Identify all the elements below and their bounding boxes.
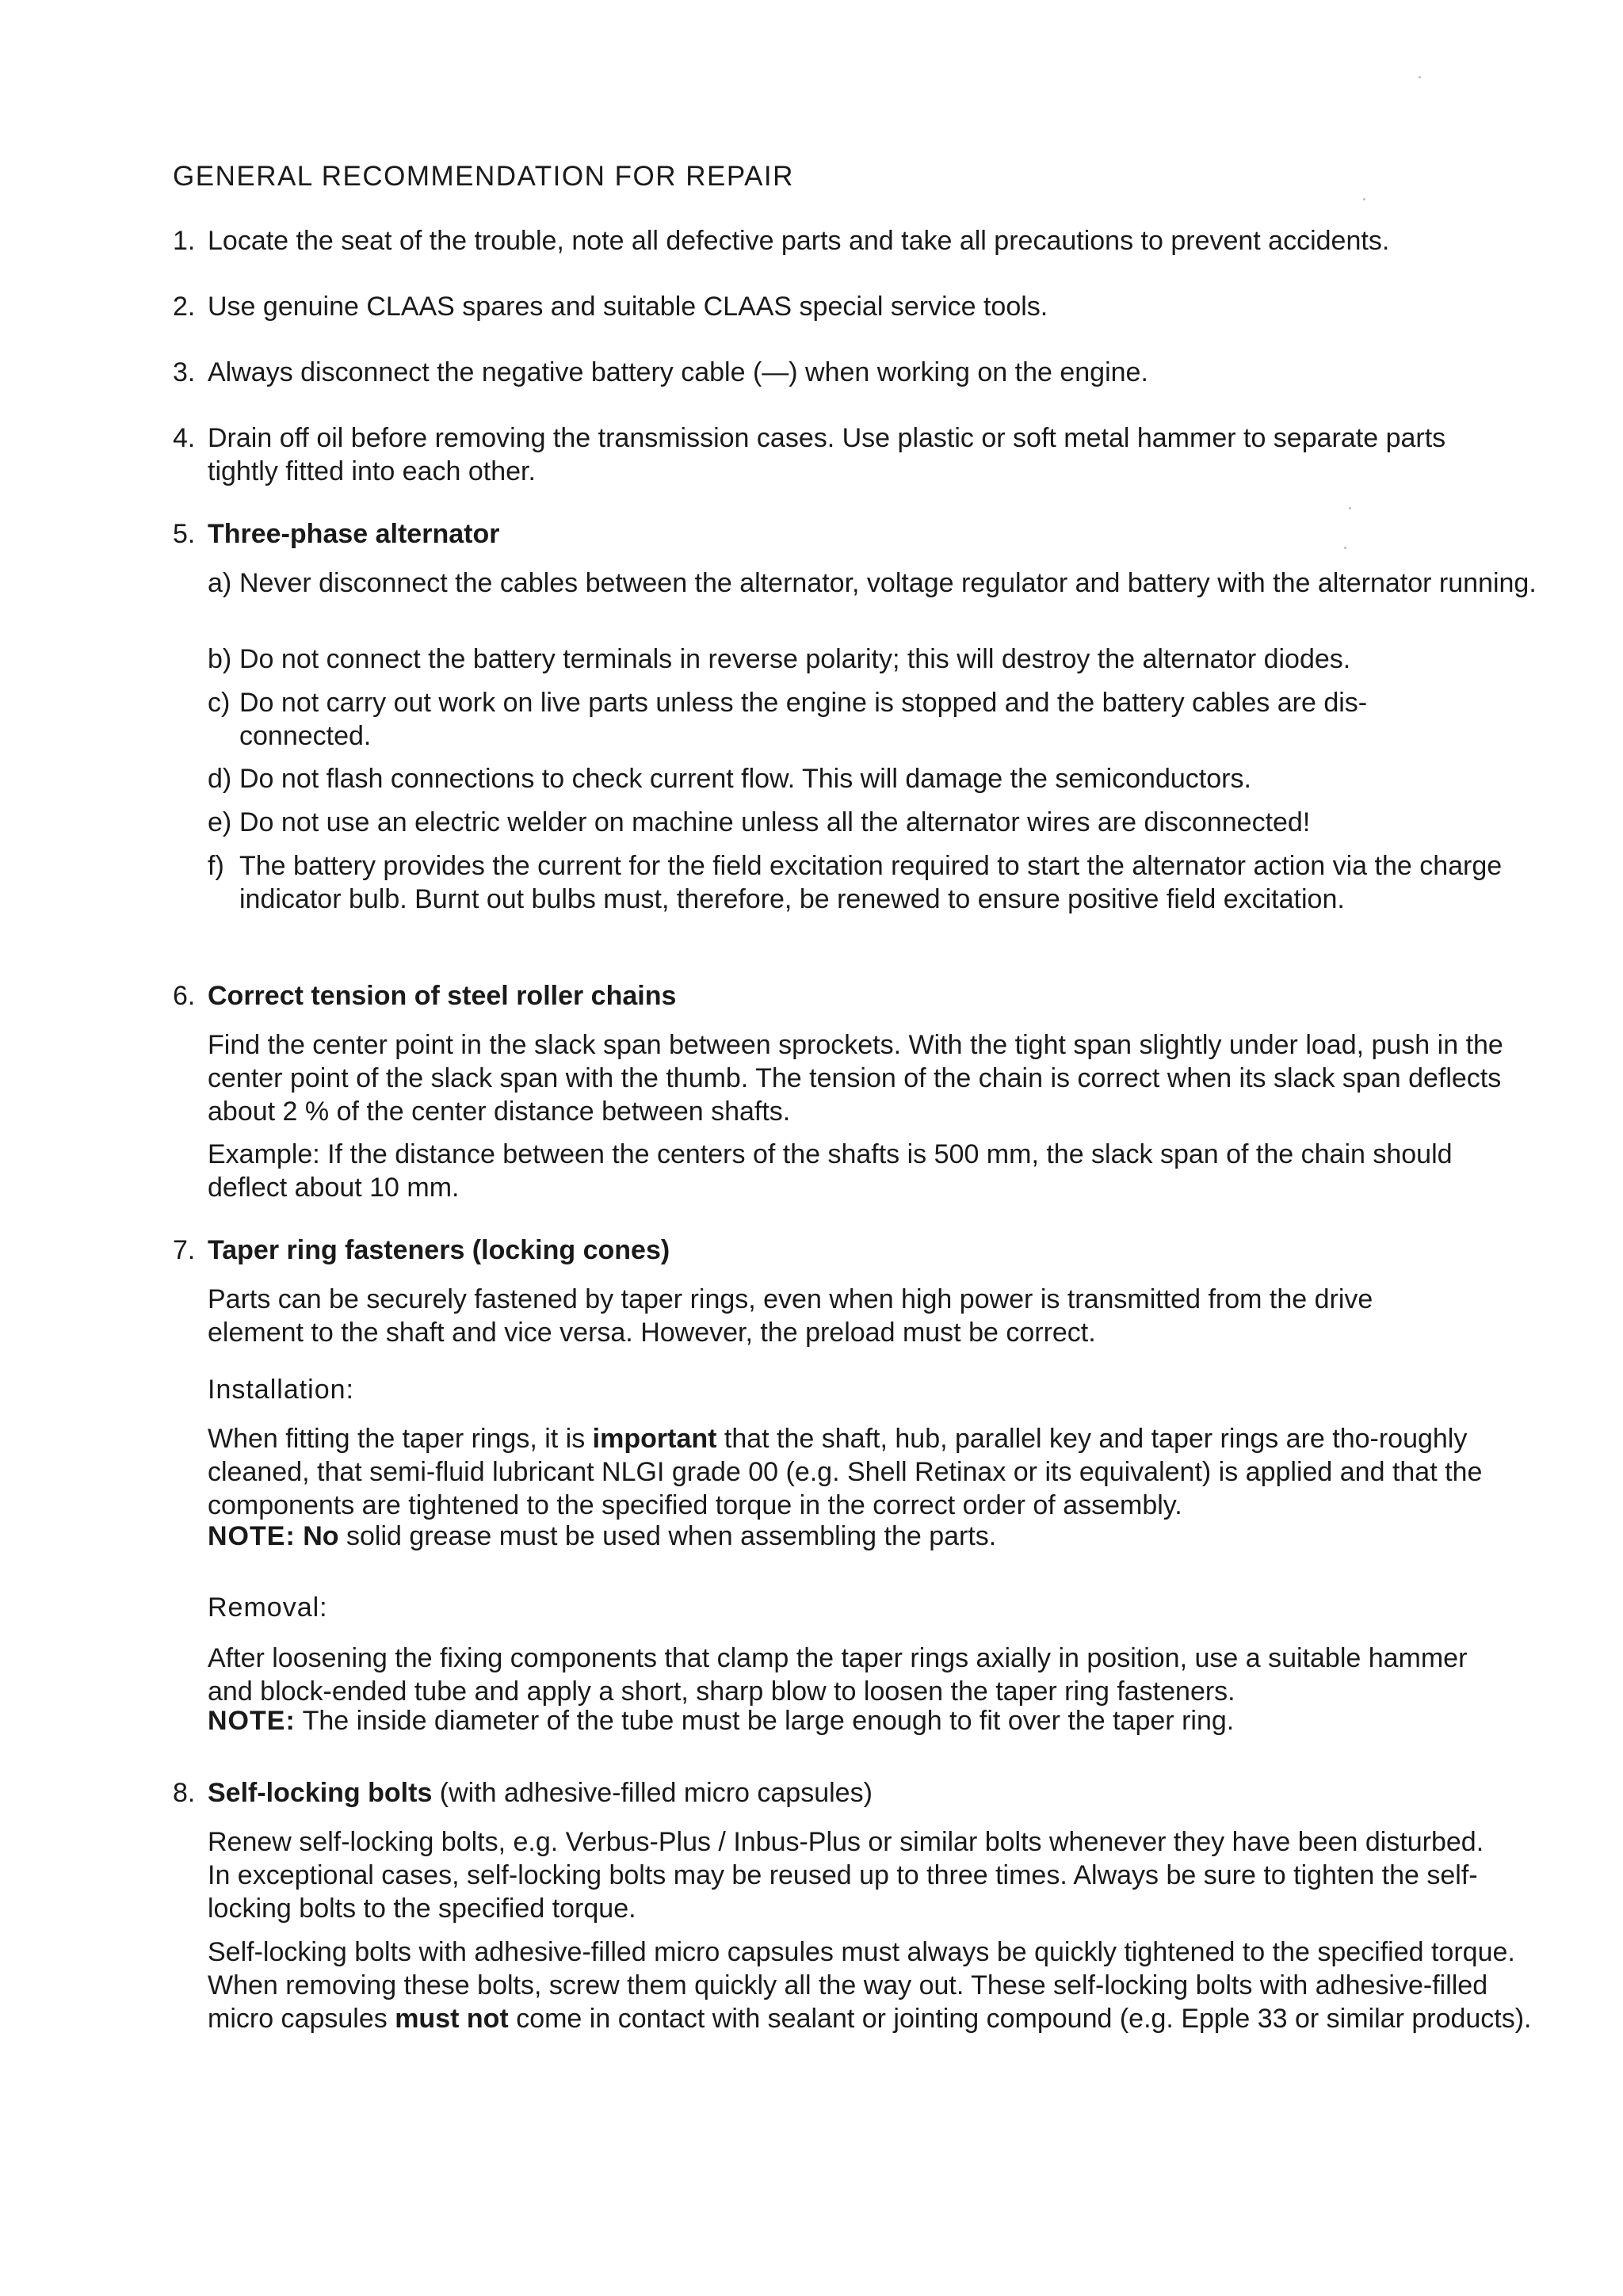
item-number-2: 2. [173, 292, 196, 322]
note-1-bold: No [303, 1521, 339, 1551]
removal-label: Removal: [208, 1592, 328, 1623]
note-1 [208, 1520, 1539, 1553]
installation-text-bold: important [592, 1424, 717, 1454]
item-number-4: 4. [173, 423, 196, 453]
section-5-number: 5. [173, 519, 196, 549]
note-2-text: The inside diameter of the tube must be large enough to fit over the taper ring. [295, 1706, 1235, 1736]
note-2-key: NOTE: [208, 1706, 296, 1736]
note-2 [208, 1704, 1539, 1737]
subitem-text-a: Never disconnect the cables between the alternator, voltage regulator and battery with the alternator running. [239, 568, 1537, 598]
page-title: GENERAL RECOMMENDATION FOR REPAIR [173, 161, 794, 192]
section-8-paragraph-2-bold: must not [395, 2004, 509, 2034]
section-8-paragraph-2-pre: Self-locking bolts with adhesive-filled micro capsules must always be quickly tightened to the specified torque. When removing these bolts, screw them quickly all the way out. These self-locking bolts with adhesive-filled micro capsules [208, 1937, 1515, 2034]
item-text-2: Use genuine CLAAS spares and suitable CLAAS special service tools. [208, 292, 1048, 322]
section-7-heading: Taper ring fasteners (locking cones) [208, 1235, 670, 1265]
note-1-text: solid grease must be used when assembling the parts. [338, 1521, 997, 1551]
installation-text-pre: When fitting the taper rings, it is [208, 1424, 593, 1454]
subitem-label-f: f) [208, 851, 224, 881]
section-6-paragraph-1: Find the center point in the slack span between sprockets. With the tight span slightly under load, push in the center point of the slack span with the thumb. The tension of the chain is correct when its slack span deflects about 2 % of the center distance between shafts. [208, 1030, 1503, 1127]
section-6-heading: Correct tension of steel roller chains [208, 981, 677, 1011]
section-8-paragraph-2 [208, 1936, 1539, 2035]
subitem-text-c: Do not carry out work on live parts unless the engine is stopped and the battery cables are dis-connected. [239, 688, 1368, 751]
subitem-text-d: Do not flash connections to check current flow. This will damage the semiconductors. [239, 764, 1251, 794]
subitem-label-b: b) [208, 644, 232, 674]
scan-speck [1419, 76, 1421, 78]
subitem-text-e: Do not use an electric welder on machine unless all the alternator wires are disconnected! [239, 807, 1311, 837]
subitem-label-e: e) [208, 807, 232, 837]
note-1-key: NOTE: [208, 1521, 296, 1551]
section-8-paragraph-1: Renew self-locking bolts, e.g. Verbus-Plus / Inbus-Plus or similar bolts whenever they have been disturbed. In exceptional cases, self-locking bolts may be reused up to three times. Always be sure to tighten the self-locking bolts to the specified torque. [208, 1827, 1484, 1924]
section-5-heading: Three-phase alternator [208, 519, 500, 549]
section-7-number: 7. [173, 1235, 196, 1265]
section-8-heading-suffix: (with adhesive-filled micro capsules) [432, 1778, 873, 1808]
subitem-text-b: Do not connect the battery terminals in reverse polarity; this will destroy the alternator diodes. [239, 644, 1351, 674]
installation-text [208, 1422, 1539, 1522]
scan-speck [1363, 198, 1365, 200]
section-8-number: 8. [173, 1778, 196, 1808]
installation-label: Installation: [208, 1375, 354, 1405]
section-6-paragraph-2: Example: If the distance between the centers of the shafts is 500 mm, the slack span of the chain should deflect about 10 mm. [208, 1139, 1453, 1203]
item-text-3: Always disconnect the negative battery cable (—) when working on the engine. [208, 357, 1148, 387]
section-6-number: 6. [173, 981, 196, 1011]
section-7-paragraph-1: Parts can be securely fastened by taper rings, even when high power is transmitted from the drive element to the shaft and vice versa. However, the preload must be correct. [208, 1284, 1373, 1348]
item-number-1: 1. [173, 226, 196, 256]
scan-speck [1349, 507, 1351, 509]
section-8-heading: Self-locking bolts [208, 1778, 433, 1808]
section-8-heading-line [208, 1776, 1539, 1810]
removal-text: After loosening the fixing components that clamp the taper rings axially in position, use a suitable hammer and block-ended tube and apply a short, sharp blow to loosen the taper ring fasteners. [208, 1643, 1468, 1707]
item-number-3: 3. [173, 357, 196, 387]
subitem-label-d: d) [208, 764, 232, 794]
item-text-4: Drain off oil before removing the transmission cases. Use plastic or soft metal hammer to separate parts tightly fitted into each other. [208, 423, 1446, 486]
section-8-paragraph-2-post: come in contact with sealant or jointing compound (e.g. Epple 33 or similar products). [508, 2004, 1532, 2034]
subitem-label-a: a) [208, 568, 232, 598]
item-text-1: Locate the seat of the trouble, note all defective parts and take all precautions to prevent accidents. [208, 226, 1390, 256]
scan-speck [1344, 547, 1346, 549]
subitem-text-f: The battery provides the current for the field excitation required to start the alternator action via the charge indicator bulb. Burnt out bulbs must, therefore, be renewed to ensure positive field excitation. [239, 851, 1503, 914]
installation-text-post: that the shaft, hub, parallel key and taper rings are tho-roughly cleaned, that semi-fluid lubricant NLGI grade 00 (e.g. Shell Retinax or its equivalent) is applied and that the components are tightened to the specified torque in the correct order of assembly. [208, 1424, 1483, 1520]
subitem-label-c: c) [208, 688, 231, 718]
